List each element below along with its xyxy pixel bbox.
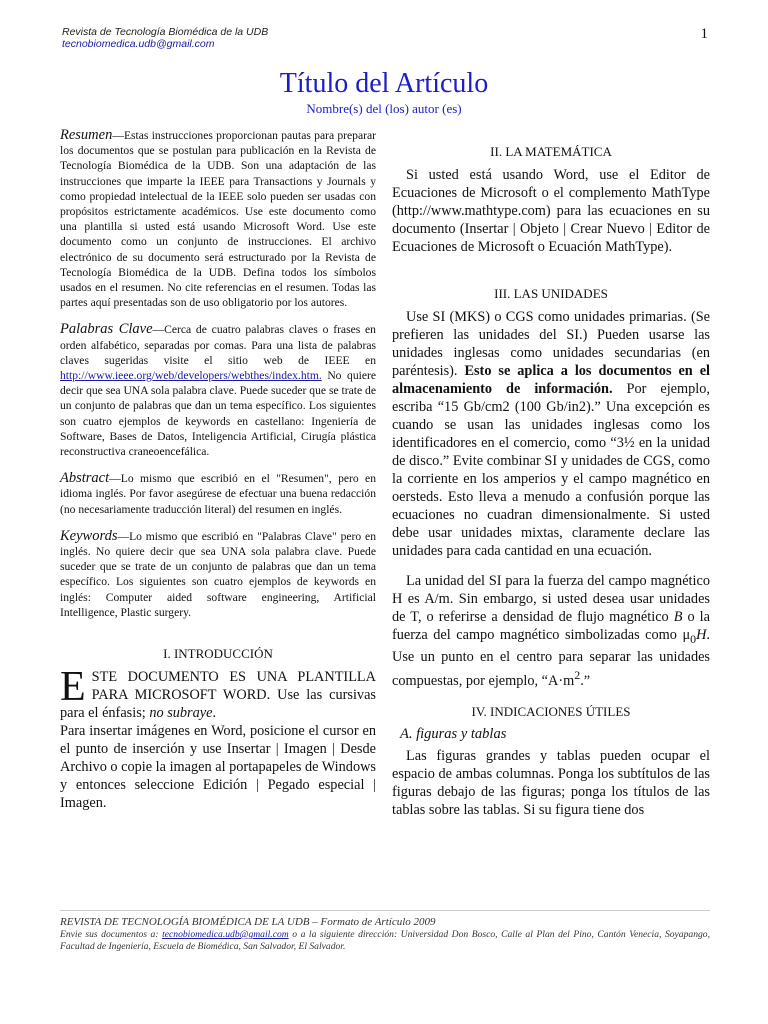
figuras-paragraph: Las figuras grandes y tablas pueden ocupar el espacio de ambas columnas. Ponga los subtítulos de las figuras debajo de las figuras; ponga los títulos de las tablas sobre las tablas. Si su figura tiene dos xyxy=(392,747,710,818)
superscript-two: 2 xyxy=(574,667,581,682)
palabras-clave-text-cont: No quiere decir que sea UNA sola palabra clave. Puede suceder que se trate de un conjunto de palabras que dan un tema específico. Los siguientes son cuatro ejemplos de keywords en castellano: Ingeniería de Software, Bases de Datos, Inteligencia Artificial, Cirugía plástica reconstructiva craneoencefálica. xyxy=(60,369,376,459)
intro-paragraph-1 xyxy=(60,664,376,722)
unidades-bold-text: Esto se aplica a los documentos en el almacenamiento de información. xyxy=(392,363,711,397)
section-heading-unidades: III. LAS UNIDADES xyxy=(494,286,608,301)
footer-address xyxy=(60,929,710,953)
running-header xyxy=(62,26,268,50)
resumen-label: Resumen xyxy=(60,127,113,143)
unidades-paragraph-2 xyxy=(392,572,710,690)
abstract-text: —Lo mismo que escribió en el "Resumen", pero en idioma inglés. Por favor asegúrese de efectuar una buena redacción (no necesariamente traducción literal) del resumen en inglés. xyxy=(60,472,376,516)
footer-send-text: Envie sus documentos a: xyxy=(60,929,163,940)
footer-divider xyxy=(60,910,710,911)
footer-journal-line: REVISTA DE TECNOLOGÍA BIOMÉDICA DE LA UDB – Formato de Artículo 2009 xyxy=(60,916,436,928)
keywords-text: —Lo mismo que escribió en "Palabras Clave" pero en inglés. No quiere decir que sea UNA sola palabra clave. Puede suceder que se trate de un conjunto de palabras que dan un tema específico. Los siguientes son cuatro ejemplos de keywords en inglés: Computer aided software engineering, Artificial Intelligence, Plastic surgery. xyxy=(60,529,376,619)
article-authors: Nombre(s) del (los) autor (es) xyxy=(306,101,462,116)
intro-paragraph-2: Para insertar imágenes en Word, posicione el cursor en el punto de inserción y use Insertar | Imagen | Desde Archivo o copie la imagen al portapapeles de Windows y entonces seleccione Edición | Pegado especial | Imagen. xyxy=(60,723,376,812)
unidades-p2-c: o la fuerza del campo magnético simbolizadas como μ xyxy=(392,609,710,643)
keywords-paragraph xyxy=(60,529,376,620)
unidades-p2-a: La unidad del SI para la fuerza del campo magnético H es A/m. Sin embargo, si usted desea usar unidades de T, o referirse a densidad de flujo magnético xyxy=(392,573,710,625)
unidades-p2-f: . Use un punto en el centro para separar las unidades compuestas, por ejemplo, “A·m xyxy=(392,627,710,689)
drop-cap: E xyxy=(60,664,86,711)
abstract-paragraph xyxy=(60,471,376,517)
journal-name: Revista de Tecnología Biomédica de la UDB xyxy=(62,26,269,38)
resumen-text: —Estas instrucciones proporcionan pautas para preparar los documentos que se postulan para publicación en la Revista de Tecnología Biomédica de la UDB. Son una adaptación de las instrucciones que imparte la IEEE para Transactions y Journals y como propiedad intelectual de la IEEE solo pueden ser usadas con propósitos estrictamente académicos. Use este documento como una plantilla si usted está usando Microsoft Word. Use este documento como un conjunto de instrucciones. El archivo electrónico de su documento será estructurado por la Revista de Tecnología Biomédica de la UDB. Defina todos los símbolos usados en el resumen. No cite referencias en el resumen. Todas las partes aquí presentadas son de uso obligatorio por los autores. xyxy=(60,129,376,310)
matematica-paragraph: Si usted está usando Word, use el Editor de Ecuaciones de Microsoft o el complemento MathType (http://www.mathtype.com) para las ecuaciones en su documento (Insertar | Objeto | Crear Nuevo | Editor de Ecuaciones de Microsoft o Ecuación MathType). xyxy=(392,167,710,255)
keywords-label: Keywords xyxy=(60,527,118,544)
symbol-h: H xyxy=(696,627,707,643)
page-number: 1 xyxy=(700,26,708,42)
palabras-clave-text: —Cerca de cuatro palabras claves o frases en orden alfabético, separadas por comas. Para una lista de palabras claves sugeridas visite el sitio web de IEEE en xyxy=(60,323,376,367)
subscript-zero: 0 xyxy=(690,631,697,646)
header-email-link[interactable]: tecnobiomedica.udb@gmail.com xyxy=(62,38,215,50)
left-column xyxy=(60,128,376,812)
intro-text: Use las cursivas para el énfasis; xyxy=(60,687,376,722)
abstract-label: Abstract xyxy=(60,470,110,487)
palabras-clave-paragraph xyxy=(60,322,376,459)
unidades-text-2: Por ejemplo, escriba “15 Gb/cm2 (100 Gb/in2).” Una excepción es cuando se usan las unidades inglesas como los identificadores en el comercio, como “3½ en la unidad de disco.” Evite combinar SI y unidades de CGS, como la corriente en los amperios y el campo magnético en oersteds. Esto lleva a menudo a confusión porque las ecuaciones no cuadran dimensionalmente. Si usted debe usar unidades mixtas, claramente declare las unidades para cada cantidad en una ecuación. xyxy=(392,381,710,559)
right-column xyxy=(392,128,710,819)
subsection-heading-figuras: A. figuras y tablas xyxy=(400,725,507,742)
page-footer xyxy=(60,916,710,953)
intro-lead-text: STE DOCUMENTO ES UNA PLANTILLA PARA MICROSOFT WORD. xyxy=(91,669,376,704)
unidades-paragraph-1 xyxy=(392,308,710,560)
intro-emphasis: no subraye xyxy=(149,705,213,722)
ieee-link[interactable]: http://www.ieee.org/web/developers/webthes/index.htm. xyxy=(60,369,322,383)
symbol-b: B xyxy=(673,609,683,625)
resumen-paragraph xyxy=(60,128,376,310)
section-heading-introduccion: I. INTRODUCCIÓN xyxy=(163,646,273,662)
unidades-p2-h: .” xyxy=(580,672,591,689)
footer-email-link[interactable]: tecnobiomedica.udb@gmail.com xyxy=(162,929,289,940)
footer-address-text: o a la siguiente dirección: Universidad Don Bosco, Calle al Plan del Pino, Cantón Venecia, Soyapango, Facultad de Ingeniería, Escuela de Biomédica, San Salvador, El Salvador. xyxy=(60,929,710,952)
palabras-clave-label: Palabras Clave xyxy=(60,321,153,338)
intro-end: . xyxy=(212,705,217,722)
article-title: Título del Artículo xyxy=(279,68,489,99)
section-heading-matematica: II. LA MATEMÁTICA xyxy=(490,144,612,159)
unidades-text-1: Use SI (MKS) o CGS como unidades primarias. (Se prefieren las unidades del SI.) Pueden usarse las unidades inglesas como unidades secundarias (en paréntesis). xyxy=(392,309,710,379)
section-heading-indicaciones: IV. INDICACIONES ÚTILES xyxy=(471,703,631,719)
